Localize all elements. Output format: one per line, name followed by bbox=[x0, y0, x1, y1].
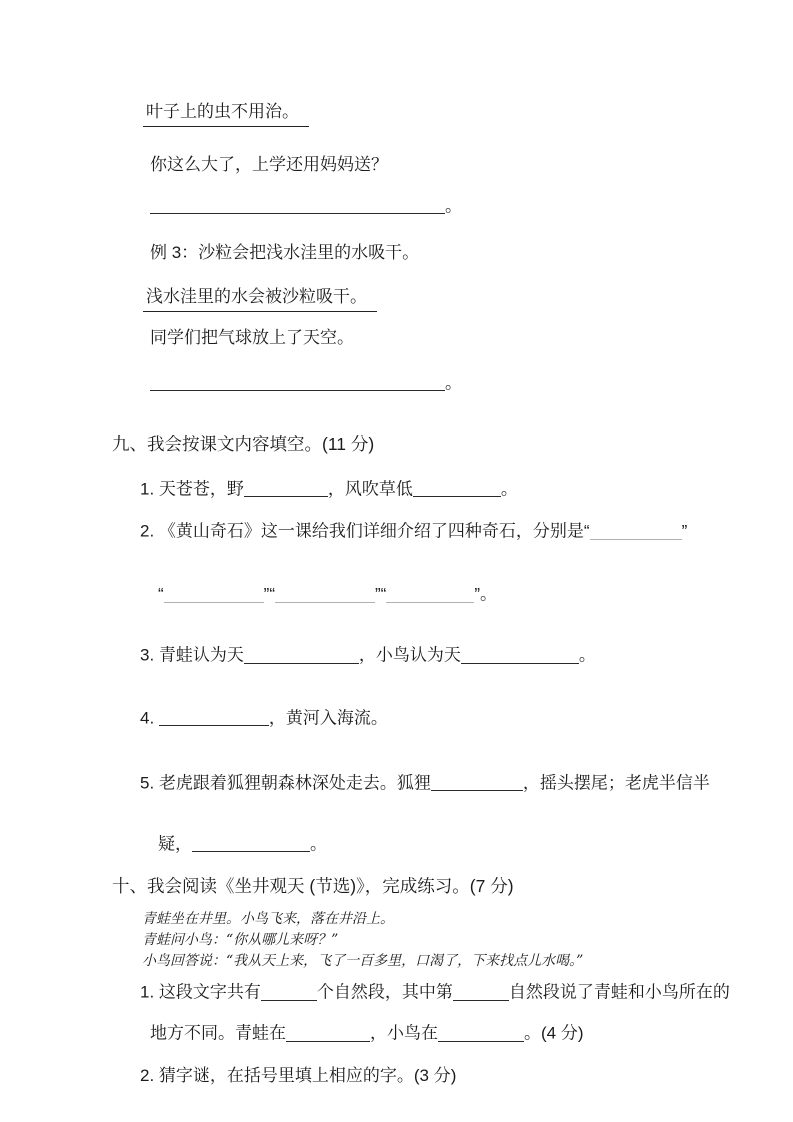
fill-blank bbox=[244, 648, 359, 663]
item-text: ，风吹草低 bbox=[327, 479, 413, 499]
period: 。 bbox=[445, 373, 462, 393]
answer-blank-line bbox=[150, 373, 723, 394]
section-10-heading: 十、我会阅读《坐井观天 (节选)》，完成练习。(7 分) bbox=[112, 876, 514, 897]
prompt-line: 你这么大了，上学还用妈妈送？ bbox=[150, 155, 388, 175]
item-text: 疑， bbox=[158, 834, 192, 854]
fill-blank bbox=[261, 985, 317, 1000]
fill-blank bbox=[431, 776, 523, 791]
item-text: 地方不同。青蛙在 bbox=[150, 1023, 286, 1043]
item-text: ” bbox=[681, 521, 688, 541]
sentence-transform-section bbox=[112, 102, 723, 394]
fill-blank bbox=[150, 199, 445, 214]
item-text: 。 bbox=[500, 479, 518, 499]
item-text: 2. 《黄山奇石》这一课给我们详细介绍了四种奇石，分别是“ bbox=[140, 521, 590, 541]
underlined-answer: 叶子上的虫不用治。 bbox=[143, 102, 309, 127]
fill-blank bbox=[438, 1026, 524, 1041]
item-text: ”“ bbox=[263, 584, 275, 604]
item-text: ”。 bbox=[474, 584, 497, 604]
item-text: ，小鸟认为天 bbox=[358, 645, 461, 665]
q9-item-5-line-2 bbox=[158, 834, 723, 855]
q9-item-5-line-1 bbox=[140, 773, 723, 794]
item-text: 1. 天苍苍，野 bbox=[140, 479, 244, 499]
item-text: 个自然段，其中第 bbox=[316, 982, 453, 1002]
underlined-answer: 浅水洼里的水会被沙粒吸干。 bbox=[143, 287, 377, 312]
section-9 bbox=[112, 434, 723, 855]
section-10 bbox=[112, 876, 730, 1086]
prompt-line: 同学们把气球放上了天空。 bbox=[150, 328, 354, 348]
q9-item-4 bbox=[140, 708, 723, 729]
passage-line: 小鸟回答说：“我从天上来，飞了一百多里，口渴了，下来找点儿水喝。” bbox=[142, 953, 584, 970]
q10-question-1-line-2 bbox=[150, 1023, 723, 1044]
q10-question-2: 2. 猜字谜，在括号里填上相应的字。(3 分) bbox=[140, 1066, 457, 1086]
item-text: ，小鸟在 bbox=[370, 1023, 438, 1043]
item-text: 4. bbox=[140, 708, 159, 728]
item-text: 自然段说了青蛙和小鸟所在的 bbox=[508, 982, 730, 1002]
answer-line bbox=[146, 287, 723, 312]
item-text: 3. 青蛙认为天 bbox=[140, 645, 244, 665]
fill-blank bbox=[461, 648, 579, 663]
passage-line: 青蛙问小鸟：“你从哪儿来呀？” bbox=[142, 932, 339, 949]
period: 。 bbox=[445, 196, 462, 216]
fill-blank bbox=[150, 376, 445, 391]
item-text: 。(4 分) bbox=[524, 1023, 584, 1043]
q10-question-1-line-1 bbox=[140, 982, 730, 1003]
fill-blank bbox=[590, 524, 682, 539]
q9-item-1 bbox=[140, 479, 723, 500]
fill-blank bbox=[159, 711, 269, 726]
item-text: ，黄河入海流。 bbox=[268, 708, 388, 728]
item-text: 5. 老虎跟着狐狸朝森林深处走去。狐狸 bbox=[140, 773, 431, 793]
fill-blank bbox=[453, 985, 509, 1000]
q9-item-2-line-1 bbox=[140, 521, 723, 542]
answer-blank-line bbox=[150, 196, 723, 217]
q9-item-3 bbox=[140, 645, 723, 666]
item-text: ，摇头摆尾；老虎半信半 bbox=[522, 773, 710, 793]
item-text: 。 bbox=[578, 645, 596, 665]
section-9-heading: 九、我会按课文内容填空。(11 分) bbox=[112, 433, 375, 454]
item-text: 1. 这段文字共有 bbox=[140, 982, 261, 1002]
item-text: ”“ bbox=[375, 584, 387, 604]
example-line: 例 3：沙粒会把浅水洼里的水吸干。 bbox=[150, 242, 420, 262]
item-text: “ bbox=[158, 584, 164, 604]
item-text: 。 bbox=[310, 834, 327, 854]
passage-line: 青蛙坐在井里。小鸟飞来，落在井沿上。 bbox=[142, 911, 394, 928]
fill-blank bbox=[275, 587, 375, 602]
fill-blank bbox=[244, 482, 328, 497]
reading-passage bbox=[142, 909, 723, 972]
fill-blank bbox=[192, 837, 310, 852]
fill-blank bbox=[413, 482, 501, 497]
q9-item-2-line-2 bbox=[158, 584, 723, 605]
answer-line bbox=[146, 102, 723, 127]
fill-blank bbox=[286, 1026, 370, 1041]
fill-blank bbox=[386, 587, 474, 602]
fill-blank bbox=[164, 587, 264, 602]
